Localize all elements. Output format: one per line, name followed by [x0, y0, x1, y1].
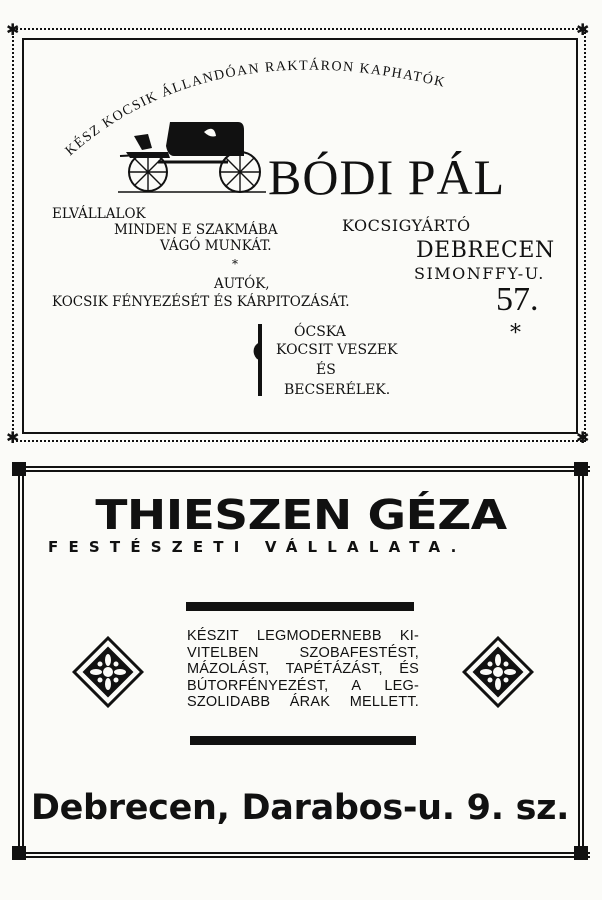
left-line-3: VÁGÓ MUNKÁT. [160, 238, 272, 254]
bottom-line-2: KOCSIT VESZEK [276, 342, 398, 358]
corner-square-icon [12, 462, 26, 476]
left-line-2: MINDEN E SZAKMÁBA [114, 222, 278, 238]
ad2-top-rule [12, 466, 590, 472]
carriage-icon [118, 116, 268, 196]
left-line-5: KOCSIK FÉNYEZÉSÉT ÉS KÁRPITOZÁSÁT. [52, 294, 350, 310]
arc-headline-text: KÉSZ KOCSIK ÁLLANDÓAN RAKTÁRON KAPHATÓK [62, 58, 448, 159]
bottom-line-3: ÉS [316, 362, 336, 378]
left-line-4: AUTÓK, [214, 276, 270, 292]
service-line: BÚTORFÉNYEZÉST, A LEG- [187, 677, 419, 694]
ad2-address: Debrecen, Darabos-u. 9. sz. [30, 788, 570, 828]
ad2-subtitle: FESTÉSZETI VÁLLALATA. [48, 538, 467, 556]
corner-star-icon: ✱ [6, 428, 20, 447]
corner-star-icon: ✱ [576, 428, 590, 447]
ad2-name: THIESZEN GÉZA [95, 491, 507, 540]
city: DEBRECEN [416, 238, 555, 263]
left-line-1: ELVÁLLALOK [52, 206, 146, 222]
corner-star-icon: ✱ [6, 20, 20, 39]
corner-square-icon [574, 462, 588, 476]
corner-square-icon [12, 846, 26, 860]
top-bar-divider [186, 602, 414, 611]
bottom-line-1: ÓCSKA [294, 324, 346, 340]
bracket-icon [250, 322, 264, 398]
ornament-icon [72, 636, 144, 708]
corner-star-icon: ✱ [576, 20, 590, 39]
ad2-bottom-rule [12, 852, 590, 858]
service-line: SZOLIDABB ÁRAK MELLETT. [187, 694, 419, 710]
service-line: VITELBEN SZOBAFESTÉST, [187, 644, 419, 661]
ad1-name: BÓDI PÁL [268, 149, 506, 205]
house-number: 57. [496, 281, 539, 318]
street: SIMONFFY-U. [414, 264, 545, 283]
service-line: KÉSZIT LEGMODERNEBB KI- [187, 628, 419, 644]
service-text [187, 628, 419, 711]
bottom-line-4: BECSERÉLEK. [284, 382, 391, 398]
corner-square-icon [574, 846, 588, 860]
ornament-icon [462, 636, 534, 708]
profession: KOCSIGYÁRTÓ [342, 216, 471, 235]
left-star-icon: * [232, 257, 238, 271]
bottom-bar-divider [190, 736, 416, 745]
service-line: MÁZOLÁST, TAPÉTÁZÁST, ÉS [187, 661, 419, 677]
right-star-icon: * [510, 321, 522, 346]
